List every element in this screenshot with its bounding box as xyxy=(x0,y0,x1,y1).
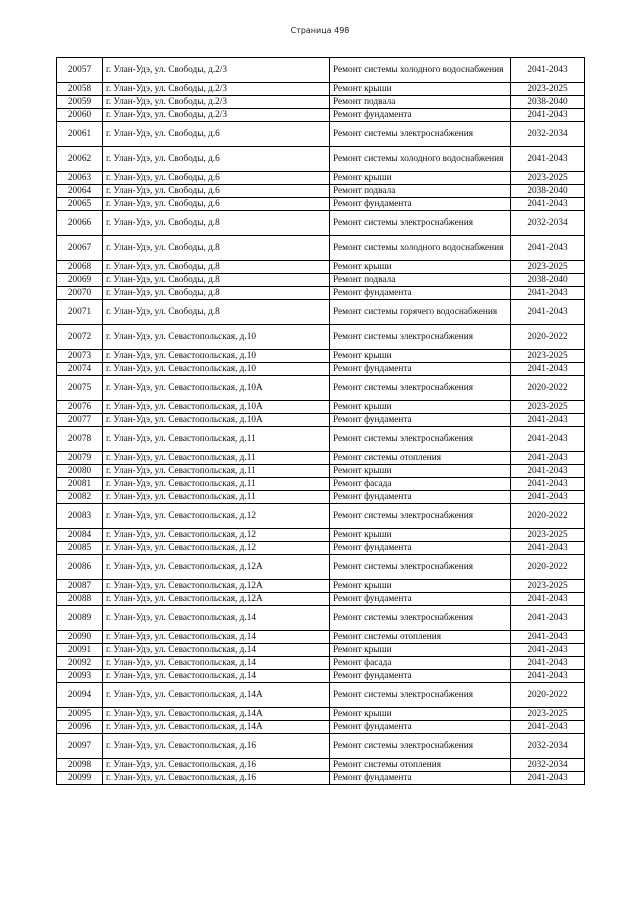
table-row xyxy=(57,759,585,772)
table-row xyxy=(57,83,585,96)
work-type-cell: Ремонт подвала xyxy=(330,274,511,287)
table-row xyxy=(57,555,585,580)
period-cell: 2041-2043 xyxy=(511,491,585,504)
row-number-cell: 20090 xyxy=(57,631,103,644)
work-type-cell: Ремонт системы электроснабжения xyxy=(330,325,511,350)
work-type-cell: Ремонт системы электроснабжения xyxy=(330,427,511,452)
work-type-cell: Ремонт системы электроснабжения xyxy=(330,211,511,236)
table-row xyxy=(57,772,585,785)
row-number-cell: 20065 xyxy=(57,198,103,211)
row-number-cell: 20087 xyxy=(57,580,103,593)
period-cell: 2041-2043 xyxy=(511,772,585,785)
row-number-cell: 20059 xyxy=(57,96,103,109)
table-row xyxy=(57,452,585,465)
address-cell: г. Улан-Удэ, ул. Севастопольская, д.11 xyxy=(103,491,330,504)
row-number-cell: 20079 xyxy=(57,452,103,465)
row-number-cell: 20082 xyxy=(57,491,103,504)
work-type-cell: Ремонт фундамента xyxy=(330,670,511,683)
work-type-cell: Ремонт крыши xyxy=(330,708,511,721)
work-type-cell: Ремонт крыши xyxy=(330,401,511,414)
table-row xyxy=(57,350,585,363)
table-row xyxy=(57,529,585,542)
address-cell: г. Улан-Удэ, ул. Свободы, д.2/3 xyxy=(103,58,330,83)
table-row xyxy=(57,287,585,300)
work-type-cell: Ремонт системы холодного водоснабжения xyxy=(330,58,511,83)
period-cell: 2038-2040 xyxy=(511,185,585,198)
period-cell: 2023-2025 xyxy=(511,261,585,274)
address-cell: г. Улан-Удэ, ул. Свободы, д.8 xyxy=(103,211,330,236)
period-cell: 2023-2025 xyxy=(511,401,585,414)
row-number-cell: 20076 xyxy=(57,401,103,414)
table-row xyxy=(57,683,585,708)
table-row xyxy=(57,376,585,401)
period-cell: 2041-2043 xyxy=(511,287,585,300)
period-cell: 2041-2043 xyxy=(511,427,585,452)
address-cell: г. Улан-Удэ, ул. Севастопольская, д.12А xyxy=(103,593,330,606)
address-cell: г. Улан-Удэ, ул. Севастопольская, д.14 xyxy=(103,657,330,670)
address-cell: г. Улан-Удэ, ул. Севастопольская, д.14 xyxy=(103,644,330,657)
row-number-cell: 20074 xyxy=(57,363,103,376)
period-cell: 2023-2025 xyxy=(511,580,585,593)
row-number-cell: 20088 xyxy=(57,593,103,606)
address-cell: г. Улан-Удэ, ул. Севастопольская, д.10 xyxy=(103,350,330,363)
period-cell: 2041-2043 xyxy=(511,109,585,122)
period-cell: 2041-2043 xyxy=(511,593,585,606)
period-cell: 2041-2043 xyxy=(511,300,585,325)
work-type-cell: Ремонт фундамента xyxy=(330,772,511,785)
period-cell: 2038-2040 xyxy=(511,274,585,287)
period-cell: 2032-2034 xyxy=(511,759,585,772)
table-row xyxy=(57,708,585,721)
address-cell: г. Улан-Удэ, ул. Севастопольская, д.12 xyxy=(103,529,330,542)
table-row xyxy=(57,96,585,109)
work-type-cell: Ремонт системы горячего водоснабжения xyxy=(330,300,511,325)
table-row xyxy=(57,122,585,147)
address-cell: г. Улан-Удэ, ул. Свободы, д.8 xyxy=(103,300,330,325)
table-row xyxy=(57,236,585,261)
work-type-cell: Ремонт крыши xyxy=(330,350,511,363)
work-type-cell: Ремонт системы электроснабжения xyxy=(330,504,511,529)
table-row xyxy=(57,491,585,504)
row-number-cell: 20069 xyxy=(57,274,103,287)
period-cell: 2020-2022 xyxy=(511,504,585,529)
table-row xyxy=(57,261,585,274)
period-cell: 2023-2025 xyxy=(511,529,585,542)
row-number-cell: 20092 xyxy=(57,657,103,670)
table-row xyxy=(57,427,585,452)
row-number-cell: 20086 xyxy=(57,555,103,580)
address-cell: г. Улан-Удэ, ул. Севастопольская, д.14А xyxy=(103,708,330,721)
address-cell: г. Улан-Удэ, ул. Севастопольская, д.12А xyxy=(103,555,330,580)
work-type-cell: Ремонт системы электроснабжения xyxy=(330,606,511,631)
row-number-cell: 20091 xyxy=(57,644,103,657)
period-cell: 2020-2022 xyxy=(511,325,585,350)
row-number-cell: 20061 xyxy=(57,122,103,147)
address-cell: г. Улан-Удэ, ул. Севастопольская, д.14 xyxy=(103,606,330,631)
work-type-cell: Ремонт фасада xyxy=(330,657,511,670)
work-type-cell: Ремонт системы отопления xyxy=(330,631,511,644)
period-cell: 2023-2025 xyxy=(511,83,585,96)
work-type-cell: Ремонт системы электроснабжения xyxy=(330,734,511,759)
page-number-header: Страница 498 xyxy=(290,26,350,35)
row-number-cell: 20066 xyxy=(57,211,103,236)
address-cell: г. Улан-Удэ, ул. Севастопольская, д.12А xyxy=(103,580,330,593)
address-cell: г. Улан-Удэ, ул. Севастопольская, д.16 xyxy=(103,759,330,772)
row-number-cell: 20099 xyxy=(57,772,103,785)
row-number-cell: 20083 xyxy=(57,504,103,529)
row-number-cell: 20071 xyxy=(57,300,103,325)
period-cell: 2041-2043 xyxy=(511,147,585,172)
table-row xyxy=(57,198,585,211)
work-type-cell: Ремонт фасада xyxy=(330,478,511,491)
row-number-cell: 20093 xyxy=(57,670,103,683)
row-number-cell: 20060 xyxy=(57,109,103,122)
work-type-cell: Ремонт фундамента xyxy=(330,414,511,427)
row-number-cell: 20063 xyxy=(57,172,103,185)
address-cell: г. Улан-Удэ, ул. Свободы, д.6 xyxy=(103,198,330,211)
row-number-cell: 20084 xyxy=(57,529,103,542)
period-cell: 2041-2043 xyxy=(511,542,585,555)
row-number-cell: 20064 xyxy=(57,185,103,198)
work-type-cell: Ремонт системы электроснабжения xyxy=(330,555,511,580)
period-cell: 2041-2043 xyxy=(511,478,585,491)
address-cell: г. Улан-Удэ, ул. Севастопольская, д.16 xyxy=(103,772,330,785)
table-row xyxy=(57,504,585,529)
row-number-cell: 20072 xyxy=(57,325,103,350)
period-cell: 2041-2043 xyxy=(511,363,585,376)
table-row xyxy=(57,300,585,325)
period-cell: 2041-2043 xyxy=(511,721,585,734)
repair-schedule-table xyxy=(56,57,585,785)
address-cell: г. Улан-Удэ, ул. Свободы, д.6 xyxy=(103,185,330,198)
table-row xyxy=(57,325,585,350)
table-row xyxy=(57,401,585,414)
table-row xyxy=(57,414,585,427)
period-cell: 2041-2043 xyxy=(511,414,585,427)
work-type-cell: Ремонт крыши xyxy=(330,529,511,542)
period-cell: 2038-2040 xyxy=(511,96,585,109)
work-type-cell: Ремонт системы холодного водоснабжения xyxy=(330,147,511,172)
period-cell: 2041-2043 xyxy=(511,236,585,261)
address-cell: г. Улан-Удэ, ул. Севастопольская, д.12 xyxy=(103,542,330,555)
row-number-cell: 20075 xyxy=(57,376,103,401)
work-type-cell: Ремонт фундамента xyxy=(330,542,511,555)
period-cell: 2032-2034 xyxy=(511,211,585,236)
address-cell: г. Улан-Удэ, ул. Свободы, д.2/3 xyxy=(103,83,330,96)
work-type-cell: Ремонт системы электроснабжения xyxy=(330,683,511,708)
row-number-cell: 20067 xyxy=(57,236,103,261)
table-row xyxy=(57,670,585,683)
row-number-cell: 20098 xyxy=(57,759,103,772)
address-cell: г. Улан-Удэ, ул. Севастопольская, д.11 xyxy=(103,478,330,491)
work-type-cell: Ремонт крыши xyxy=(330,83,511,96)
period-cell: 2041-2043 xyxy=(511,606,585,631)
address-cell: г. Улан-Удэ, ул. Свободы, д.8 xyxy=(103,274,330,287)
work-type-cell: Ремонт системы отопления xyxy=(330,759,511,772)
address-cell: г. Улан-Удэ, ул. Севастопольская, д.14А xyxy=(103,683,330,708)
row-number-cell: 20081 xyxy=(57,478,103,491)
period-cell: 2041-2043 xyxy=(511,644,585,657)
work-type-cell: Ремонт фундамента xyxy=(330,593,511,606)
table-row xyxy=(57,734,585,759)
table-row xyxy=(57,478,585,491)
work-type-cell: Ремонт фундамента xyxy=(330,287,511,300)
address-cell: г. Улан-Удэ, ул. Севастопольская, д.10 xyxy=(103,363,330,376)
work-type-cell: Ремонт системы электроснабжения xyxy=(330,376,511,401)
work-type-cell: Ремонт подвала xyxy=(330,185,511,198)
row-number-cell: 20094 xyxy=(57,683,103,708)
repair-schedule-body xyxy=(57,58,585,785)
table-row xyxy=(57,593,585,606)
row-number-cell: 20085 xyxy=(57,542,103,555)
table-row xyxy=(57,631,585,644)
table-row xyxy=(57,657,585,670)
table-row xyxy=(57,465,585,478)
table-row xyxy=(57,109,585,122)
period-cell: 2041-2043 xyxy=(511,657,585,670)
row-number-cell: 20078 xyxy=(57,427,103,452)
work-type-cell: Ремонт крыши xyxy=(330,465,511,478)
address-cell: г. Улан-Удэ, ул. Севастопольская, д.14 xyxy=(103,670,330,683)
table-row xyxy=(57,185,585,198)
period-cell: 2032-2034 xyxy=(511,122,585,147)
row-number-cell: 20068 xyxy=(57,261,103,274)
table-row xyxy=(57,363,585,376)
period-cell: 2041-2043 xyxy=(511,465,585,478)
address-cell: г. Улан-Удэ, ул. Свободы, д.8 xyxy=(103,287,330,300)
period-cell: 2032-2034 xyxy=(511,734,585,759)
period-cell: 2020-2022 xyxy=(511,683,585,708)
address-cell: г. Улан-Удэ, ул. Свободы, д.6 xyxy=(103,122,330,147)
row-number-cell: 20096 xyxy=(57,721,103,734)
period-cell: 2020-2022 xyxy=(511,555,585,580)
period-cell: 2041-2043 xyxy=(511,631,585,644)
table-row xyxy=(57,721,585,734)
address-cell: г. Улан-Удэ, ул. Свободы, д.2/3 xyxy=(103,96,330,109)
work-type-cell: Ремонт крыши xyxy=(330,172,511,185)
period-cell: 2041-2043 xyxy=(511,452,585,465)
work-type-cell: Ремонт крыши xyxy=(330,644,511,657)
work-type-cell: Ремонт фундамента xyxy=(330,109,511,122)
address-cell: г. Улан-Удэ, ул. Севастопольская, д.10А xyxy=(103,376,330,401)
work-type-cell: Ремонт крыши xyxy=(330,261,511,274)
work-type-cell: Ремонт фундамента xyxy=(330,721,511,734)
row-number-cell: 20097 xyxy=(57,734,103,759)
row-number-cell: 20057 xyxy=(57,58,103,83)
address-cell: г. Улан-Удэ, ул. Свободы, д.8 xyxy=(103,236,330,261)
work-type-cell: Ремонт фундамента xyxy=(330,491,511,504)
address-cell: г. Улан-Удэ, ул. Севастопольская, д.16 xyxy=(103,734,330,759)
address-cell: г. Улан-Удэ, ул. Свободы, д.8 xyxy=(103,261,330,274)
row-number-cell: 20073 xyxy=(57,350,103,363)
table-row xyxy=(57,644,585,657)
address-cell: г. Улан-Удэ, ул. Свободы, д.6 xyxy=(103,147,330,172)
period-cell: 2023-2025 xyxy=(511,350,585,363)
address-cell: г. Улан-Удэ, ул. Свободы, д.2/3 xyxy=(103,109,330,122)
period-cell: 2041-2043 xyxy=(511,670,585,683)
address-cell: г. Улан-Удэ, ул. Севастопольская, д.10А xyxy=(103,414,330,427)
row-number-cell: 20089 xyxy=(57,606,103,631)
work-type-cell: Ремонт крыши xyxy=(330,580,511,593)
row-number-cell: 20070 xyxy=(57,287,103,300)
table-row xyxy=(57,147,585,172)
address-cell: г. Улан-Удэ, ул. Свободы, д.6 xyxy=(103,172,330,185)
table-row xyxy=(57,274,585,287)
address-cell: г. Улан-Удэ, ул. Севастопольская, д.11 xyxy=(103,427,330,452)
period-cell: 2041-2043 xyxy=(511,58,585,83)
work-type-cell: Ремонт фундамента xyxy=(330,198,511,211)
row-number-cell: 20077 xyxy=(57,414,103,427)
table-row xyxy=(57,172,585,185)
period-cell: 2041-2043 xyxy=(511,198,585,211)
row-number-cell: 20058 xyxy=(57,83,103,96)
work-type-cell: Ремонт системы электроснабжения xyxy=(330,122,511,147)
table-row xyxy=(57,58,585,83)
table-row xyxy=(57,580,585,593)
address-cell: г. Улан-Удэ, ул. Севастопольская, д.10 xyxy=(103,325,330,350)
address-cell: г. Улан-Удэ, ул. Севастопольская, д.14 xyxy=(103,631,330,644)
address-cell: г. Улан-Удэ, ул. Севастопольская, д.10А xyxy=(103,401,330,414)
work-type-cell: Ремонт системы холодного водоснабжения xyxy=(330,236,511,261)
period-cell: 2023-2025 xyxy=(511,708,585,721)
table-row xyxy=(57,211,585,236)
work-type-cell: Ремонт подвала xyxy=(330,96,511,109)
row-number-cell: 20095 xyxy=(57,708,103,721)
table-row xyxy=(57,542,585,555)
address-cell: г. Улан-Удэ, ул. Севастопольская, д.11 xyxy=(103,452,330,465)
address-cell: г. Улан-Удэ, ул. Севастопольская, д.14А xyxy=(103,721,330,734)
table-row xyxy=(57,606,585,631)
address-cell: г. Улан-Удэ, ул. Севастопольская, д.11 xyxy=(103,465,330,478)
address-cell: г. Улан-Удэ, ул. Севастопольская, д.12 xyxy=(103,504,330,529)
row-number-cell: 20080 xyxy=(57,465,103,478)
row-number-cell: 20062 xyxy=(57,147,103,172)
work-type-cell: Ремонт фундамента xyxy=(330,363,511,376)
work-type-cell: Ремонт системы отопления xyxy=(330,452,511,465)
period-cell: 2020-2022 xyxy=(511,376,585,401)
period-cell: 2023-2025 xyxy=(511,172,585,185)
